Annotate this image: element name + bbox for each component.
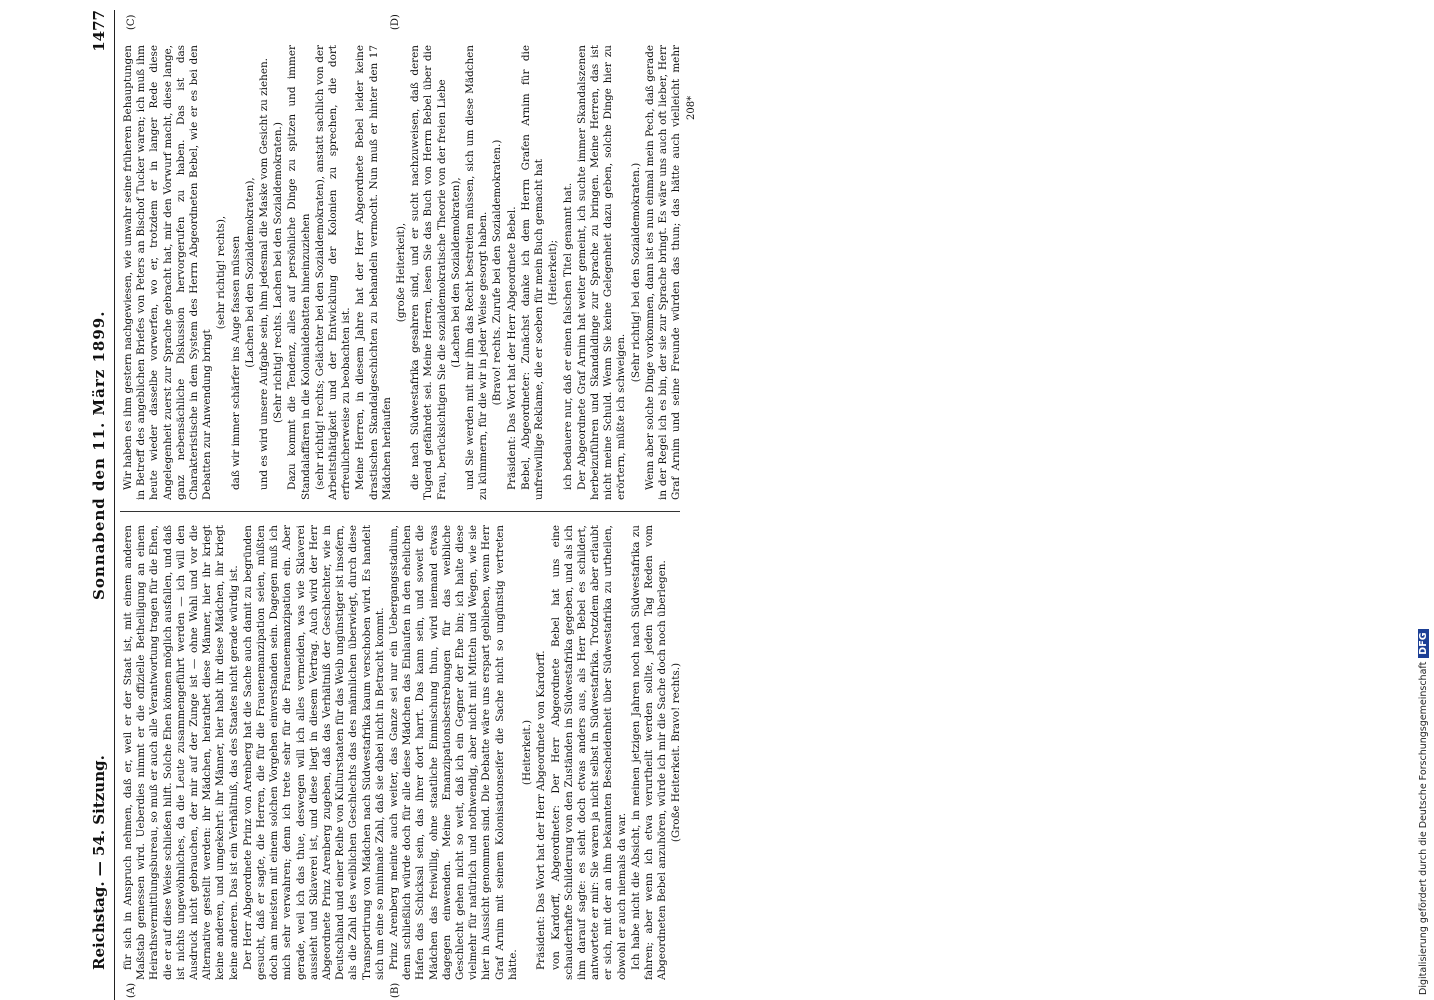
interjection: (Sehr richtig! rechts. Lachen bei den Sozialdemokraten.) bbox=[272, 122, 285, 423]
paragraph: Wenn aber solche Dinge vorkommen, dann ist es nun einmal mein Pech, daß gerade in der Regel ich es bin, der sie zur Sprache bringt. Es wäre uns auch oft lieber, Herr Graf Arnim und seine Freunde würden das thun; das hätte auch vielleicht mehr bbox=[643, 45, 682, 500]
interjection: (Sehr richtig! bei den Sozialdemokraten.) bbox=[629, 162, 642, 383]
paragraph: die nach Südwestafrika gesahren sind, und er sucht nachzuweisen, daß deren Tugend gefährdet sei. Meine Herren, lesen Sie das Buch von Herrn Bebel über die Frau, berücksichtigen Sie die sozialdemokratische Theorie von der freien Liebe bbox=[409, 45, 448, 500]
interjection: (Heiterkeit); bbox=[547, 239, 560, 306]
interjection: (Große Heiterkeit. Bravo! rechts.) bbox=[670, 662, 682, 843]
marker-c: (C) bbox=[126, 14, 137, 30]
paragraph: und Sie werden mit mir ihm das Recht bestreiten müssen, sich um diese Mädchen zu kümmern, für die wir in jeder Weise gesorgt haben. bbox=[464, 45, 490, 500]
digitization-credit bbox=[1418, 0, 1432, 995]
column-divider bbox=[120, 511, 680, 512]
sheet-number: 208* bbox=[686, 95, 697, 120]
digitization-text: Digitalisierung gefördert durch die Deutsche Forschungsgemeinschaft bbox=[1418, 661, 1429, 995]
page-header bbox=[90, 10, 116, 1000]
page-number: 1477 bbox=[90, 10, 108, 52]
paragraph: für sich in Anspruch nehmen, daß er, weil er der Staat ist, mit einem anderen Maßstab gemessen wird. Ueberdies nimmt er die offizielle Betheiligung an einem Heirathsvermittlungsbureau, so muß er auch alle Verantwortung tragen für die Ehen, die er auf diese Weise schließen hilft. Solche Ehen können möglich ausfallen, und daß ist nichts ungewöhnliches, da die Leute zusammengeführt werden — ich will den Ausdruck nicht gebrauchen, der mir auf der Zunge ist — ohne Wahl und vor die Alternative gestellt werden: ihr Mädchen, heirathet diese Männer, hier ihr kriegt keine anderen, und umgekehrt: ihr Männer, hier habt ihr diese Mädchen, ihr kriegt keine anderen. Das ist ein Verhältniß, das des Staates nicht gerade würdig ist. bbox=[122, 525, 240, 980]
paragraph: Meine Herren, in diesem Jahre hat der Herr Abgeordnete Bebel leider keine drastischen Skandalgeschichten zu behandeln vermocht. Nun muß er hinter den 17 Mädchen herlaufen bbox=[354, 45, 393, 500]
header-left: Reichstag. — 54. Sitzung. bbox=[90, 755, 108, 970]
paragraph: Präsident: Das Wort hat der Herr Abgeordnete Bebel. bbox=[505, 206, 518, 490]
interjection: (große Heiterkeit), bbox=[395, 222, 408, 323]
paragraph: daß wir immer schärfer ins Auge fassen müssen bbox=[229, 235, 242, 490]
column-right bbox=[122, 45, 682, 500]
marker-a: (A) bbox=[126, 982, 137, 998]
paragraph: Präsident: Das Wort hat der Herr Abgeordnete von Kardorff. bbox=[535, 650, 548, 970]
paragraph: Bebel, Abgeordneter: Zunächst danke ich dem Herrn Grafen Arnim für die unfreiwillige Reklame, die er soeben für mein Buch gemacht hat bbox=[519, 45, 546, 500]
paragraph: Ich habe nicht die Absicht, in meinen jetzigen Jahren noch nach Südwestafrika zu fahren; aber wenn ich etwa verurtheilt werden sollte, jeden Tag Reden vom Abgeordneten Bebel anzuhören, würde ich mir die Sache doch noch überlegen. bbox=[629, 525, 669, 980]
dfg-logo: DFG bbox=[1418, 630, 1429, 658]
paragraph: Prinz Arenberg meinte auch weiter, das Ganze sei nur ein Uebergangsstadium, denn schließlich würde doch für alle diese Mädchen das Einlaufen in den ehelichen Hafen das Schicksal sein, das ihrer dort harrt. Das kann sein, und soweit die Mädchen das freiwillig, ohne staatliche Einmischung thun, wird niemand etwas dagegen einwenden. Meine Emanzipationsbestrebungen für das weibliche Geschlecht gehen nicht so weit, daß ich ein Gegner der Ehe bin; ich halte diese vielmehr für natürlich und nothwendig, aber nicht mit Mitteln und Wegen, wie sie hier in Aussicht genommen sind. Die Debatte wäre uns erspart geblieben, wenn Herr Graf Arnim mit seinem Kolonisationseifer die Sache nicht so ungünstig vertreten hätte. bbox=[388, 525, 519, 980]
marker-b: (B) bbox=[390, 982, 401, 998]
header-date: Sonnabend den 11. März 1899. bbox=[90, 310, 108, 600]
interjection: (Lachen bei den Sozialdemokraten), bbox=[243, 177, 256, 368]
rotated-page-content bbox=[90, 10, 1408, 1000]
interjection: (Lachen bei den Sozialdemokraten), bbox=[449, 177, 462, 368]
paragraph: Dazu kommt die Tendenz, alles auf persönliche Dinge zu spitzen und immer Standalaffären in die Kolonialdebatten hineinzuziehen bbox=[286, 45, 312, 500]
interjection: (Heiterkeit.) bbox=[521, 719, 534, 786]
paragraph: Der Abgeordnete Graf Arnim hat weiter gemeint, ich suchte immer Skandalszenen herbeizuführen und Skandaldinge zur Sprache zu bringen. Meine Herren, das ist nicht meine Schuld. Wenn Sie keine Gelegenheit dazu geben, solche Dinge hier zu erörtern, müßte ich schweigen. bbox=[575, 45, 628, 500]
interjection: (Bravo! rechts. Zurufe bei den Sozialdemokraten.) bbox=[491, 139, 504, 406]
paragraph: von Kardorff, Abgeordneter: Der Herr Abgeordnete Bebel hat uns eine schauderhafte Schilderung von den Zuständen in Südwestafrika gegeben, und als ich ihm darauf sagte: es sieht doch etwas anders aus, als Herr Bebel es schildert, antwortete er mir: Sie waren ja nicht selbst in Südwestafrika. Trotzdem aber erlaubt er sich, mit der an ihm bekannten Bescheidenheit über Südwestafrika zu urtheilen, obwohl er auch niemals da war. bbox=[549, 525, 628, 980]
paragraph: und es wird unsere Aufgabe sein, ihm jedesmal die Maske vom Gesicht zu ziehen. bbox=[258, 58, 271, 490]
paragraph: Der Herr Abgeordnete Prinz von Arenberg hat die Sache auch damit zu begründen gesucht, daß er sagte, die Herren, die für die Frauenemanzipation seien, müßten doch am meisten mit einem solchen Vorgehen einverstanden sein. Dagegen muß ich mich sehr verwahren; denn ich trete sehr für die Frauenemanzipation ein. Aber gerade, weil ich das thue, deswegen will ich alles vermeiden, was wie Sklaverei aussieht und Sklaverei ist, und diese liegt in diesem Vertrag. Auch wird der Herr Abgeordnete Prinz Arenberg zugeben, daß das Verhältniß der Geschlechter, wie in Deutschland und einer Reihe von Kulturstaaten für das Weib ungünstiger ist insofern, als die Zahl des weiblichen Geschlechts das des männlichen überwiegt, durch diese Transportirung von Mädchen nach Südwestafrika kaum verschoben wird. Es handelt sich um eine so minimale Zahl, daß sie dabei nicht in Betracht kommt. bbox=[241, 525, 386, 980]
interjection: (sehr richtig! rechts), bbox=[215, 215, 228, 330]
column-left bbox=[122, 525, 682, 980]
header-rule bbox=[114, 10, 115, 1000]
paragraph: ich bedauere nur, daß er einen falschen Titel genannt hat. bbox=[561, 182, 574, 490]
paragraph: Wir haben es ihm gestern nachgewiesen, wie unwahr seine früheren Behauptungen in Betreff des angeblichen Briefes von Peters an Bischof Tucker waren; ich muß ihm heute wieder dasselbe vorwerfen, wo er, trotzdem er in langer Rede diese Angelegenheit zuerst zur Sprache gebracht hat, mir den Vorwurf macht, diese lange, ganz nebensächliche Diskussion hervorgerufen zu haben. Das ist das Charakteristische in dem System des Herrn Abgeordneten Bebel, wie er es bei den Debatten zur Anwendung bringt bbox=[122, 45, 214, 500]
marker-d: (D) bbox=[390, 14, 401, 30]
paragraph: (sehr richtig! rechts; Gelächter bei den Sozialdemokraten), anstatt sachlich von der Arbeitsthätigkeit und der Entwicklung der Kolonien zu sprechen, die dort erfreulicherweise zu beobachten ist. bbox=[313, 45, 353, 500]
